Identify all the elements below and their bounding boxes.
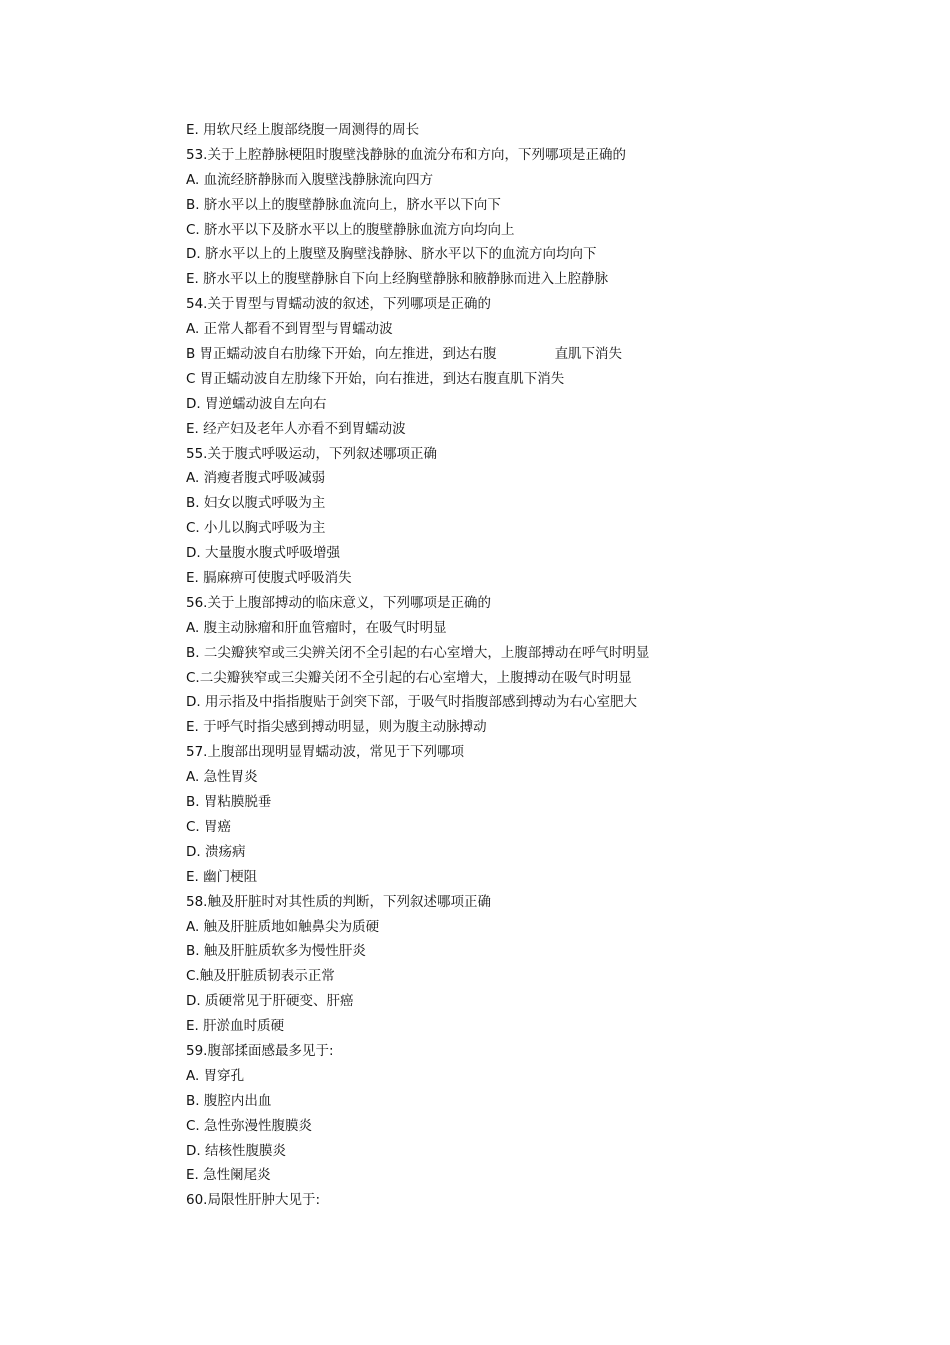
question-56: 56.关于上腹部搏动的临床意义，下列哪项是正确的	[186, 594, 491, 611]
option-d-55: D. 大量腹水腹式呼吸增强	[186, 545, 340, 562]
option-b-58: B. 触及肝脏质软多为慢性肝炎	[186, 943, 366, 960]
option-d-57: D. 溃疡病	[186, 843, 246, 860]
option-e-59: E. 急性阑尾炎	[186, 1167, 271, 1184]
option-d-56: D. 用示指及中指指腹贴于剑突下部，于吸气时指腹部感到搏动为右心室肥大	[186, 694, 637, 711]
option-b-56: B. 二尖瓣狭窄或三尖辨关闭不全引起的右心室增大，上腹部搏动在呼气时明显	[186, 644, 650, 661]
question-53: 53.关于上腔静脉梗阻时腹壁浅静脉的血流分布和方向，下列哪项是正确的	[186, 146, 626, 163]
option-b-53: B. 脐水平以上的腹壁静脉血流向上，脐水平以下向下	[186, 196, 501, 213]
option-a-56: A. 腹主动脉瘤和肝血管瘤时，在吸气时明显	[186, 619, 447, 636]
option-e-58: E. 肝淤血时质硬	[186, 1018, 285, 1035]
option-e-56: E. 于呼气时指尖感到搏动明显，则为腹主动脉搏动	[186, 719, 487, 736]
question-59: 59.腹部揉面感最多见于:	[186, 1042, 334, 1059]
option-a-58: A. 触及肝脏质地如触鼻尖为质硬	[186, 918, 380, 935]
option-c-56: C.二尖瓣狭窄或三尖瓣关闭不全引起的右心室增大，上腹搏动在吸气时明显	[186, 669, 632, 686]
question-54: 54.关于胃型与胃蠕动波的叙述，下列哪项是正确的	[186, 296, 491, 313]
option-c-55: C. 小儿以胸式呼吸为主	[186, 520, 326, 537]
option-d-54: D. 胃逆蠕动波自左向右	[186, 395, 327, 412]
option-c-54: C 胃正蠕动波自左肋缘下开始，向右推进，到达右腹直肌下消失	[186, 370, 565, 387]
option-a-54: A. 正常人都看不到胃型与胃蠕动波	[186, 321, 393, 338]
option-b-57: B. 胃粘膜脱垂	[186, 794, 272, 811]
option-b-54-head: B 胃正蠕动波自右肋缘下开始，向左推进，到达右腹	[186, 346, 497, 363]
question-57: 57.上腹部出现明显胃蠕动波，常见于下列哪项	[186, 744, 464, 761]
option-a-55: A. 消瘦者腹式呼吸减弱	[186, 470, 326, 487]
question-60: 60.局限性肝肿大见于:	[186, 1192, 321, 1209]
option-e-53: E. 脐水平以上的腹壁静脉自下向上经胸壁静脉和腋静脉而进入上腔静脉	[186, 271, 609, 288]
option-e-55: E. 膈麻痹可使腹式呼吸消失	[186, 570, 352, 587]
option-a-59: A. 胃穿孔	[186, 1067, 245, 1084]
option-e-54: E. 经产妇及老年人亦看不到胃蠕动波	[186, 420, 406, 437]
question-55: 55.关于腹式呼吸运动，下列叙述哪项正确	[186, 445, 437, 462]
option-d-58: D. 质硬常见于肝硬变、肝癌	[186, 993, 354, 1010]
option-a-53: A. 血流经脐静脉而入腹壁浅静脉流向四方	[186, 171, 434, 188]
option-b-55: B. 妇女以腹式呼吸为主	[186, 495, 326, 512]
option-c-57: C. 胃癌	[186, 818, 232, 835]
option-e-52: E. 用软尺经上腹部绕腹一周测得的周长	[186, 122, 420, 138]
option-c-58: C.触及肝脏质韧表示正常	[186, 968, 335, 985]
option-b-59: B. 腹腔内出血	[186, 1092, 272, 1109]
option-a-57: A. 急性胃炎	[186, 769, 258, 786]
question-58: 58.触及肝脏时对其性质的判断，下列叙述哪项正确	[186, 893, 491, 910]
option-e-57: E. 幽门梗阻	[186, 868, 258, 885]
option-c-59: C. 急性弥漫性腹膜炎	[186, 1117, 313, 1134]
option-c-53: C. 脐水平以下及脐水平以上的腹壁静脉血流方向均向上	[186, 221, 515, 238]
option-d-59: D. 结核性腹膜炎	[186, 1142, 286, 1159]
option-b-54	[186, 342, 886, 367]
option-b-54-tail: 直肌下消失	[554, 346, 623, 363]
option-d-53: D. 脐水平以上的上腹壁及胸壁浅静脉、脐水平以下的血流方向均向下	[186, 246, 597, 263]
question-list	[186, 118, 886, 1213]
